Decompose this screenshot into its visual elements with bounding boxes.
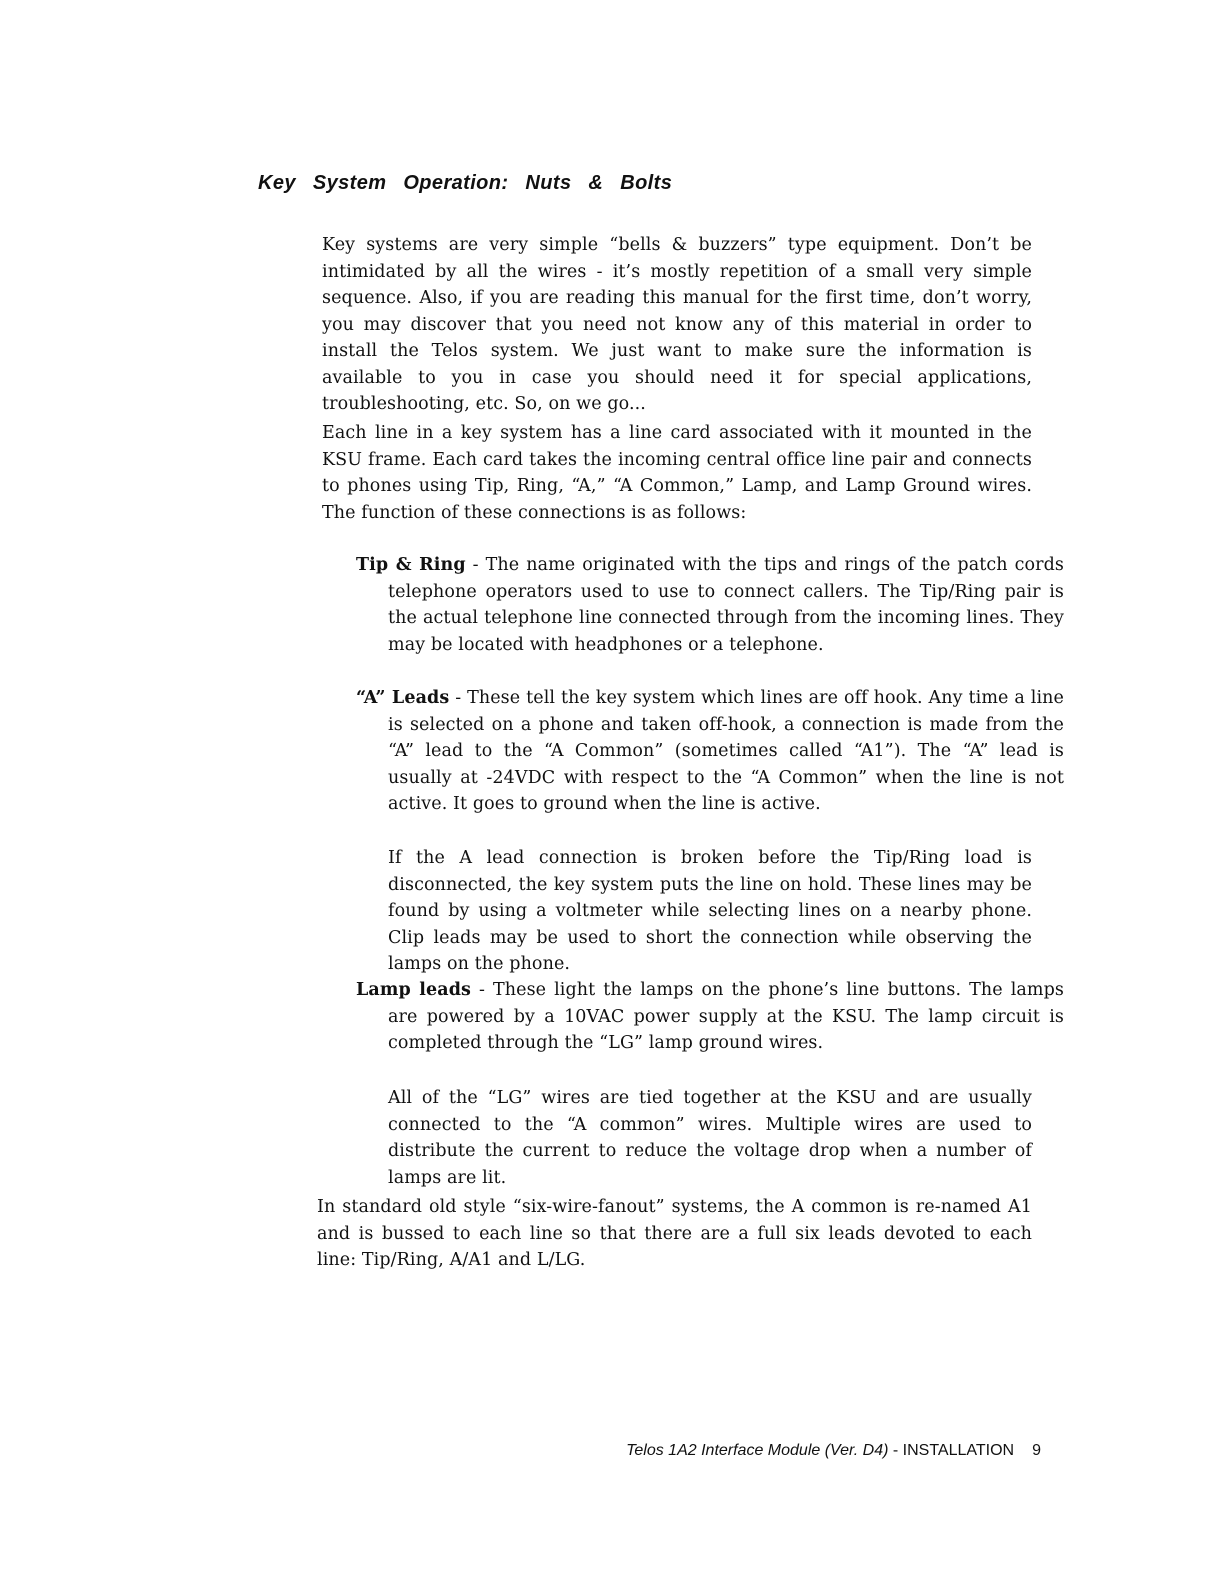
definition-term: Tip & Ring <box>356 555 466 575</box>
footer-section: - INSTALLATION <box>888 1442 1015 1459</box>
six-wire-paragraph: In standard old style “six-wire-fanout” systems, the A common is re-named A1 and is bussed to each line so that there are a full six leads devoted to each line: Tip/Ring, A/A1 and L/LG. <box>317 1197 1032 1270</box>
line-card-paragraph: Each line in a key system has a line card associated with it mounted in the KSU frame. Each card takes the incoming central office line pair and connects to phones using Tip, Ring, “A,” “A Common,” Lamp, and Lamp Ground wires. The function of these connections is as follows: <box>322 423 1032 523</box>
definition-tip-ring <box>356 552 1064 658</box>
lamp-leads-note: All of the “LG” wires are tied together at the KSU and are usually connected to the “A common” wires. Multiple wires are used to distribute the current to reduce the voltage drop when a number of lamps are lit. <box>388 1088 1032 1188</box>
a-leads-note: If the A lead connection is broken before the Tip/Ring load is disconnected, the key system puts the line on hold. These lines may be found by using a voltmeter while selecting lines on a nearby phone. Clip leads may be used to short the connection while observing the lamps on the phone. <box>388 848 1032 974</box>
section-heading: Key System Operation: Nuts & Bolts <box>258 172 673 194</box>
definition-lamp-leads <box>356 977 1064 1057</box>
definition-term: “A” Leads <box>356 688 450 708</box>
definition-term: Lamp leads <box>356 980 472 1000</box>
definition-text: - The name originated with the tips and rings of the patch cords telephone operators used to use to connect callers. The Tip/Ring pair is the actual telephone line connected through from the incoming lines. They may be located with headphones or a telephone. <box>388 555 1064 655</box>
page-number: 9 <box>1032 1442 1041 1459</box>
page-footer <box>626 1442 1041 1460</box>
definition-text: - These light the lamps on the phone’s line buttons. The lamps are powered by a 10VAC power supply at the KSU. The lamp circuit is completed through the “LG” lamp ground wires. <box>388 980 1064 1053</box>
definition-a-leads <box>356 685 1064 818</box>
definition-text: - These tell the key system which lines are off hook. Any time a line is selected on a phone and taken off-hook, a connection is made from the “A” lead to the “A Common” (sometimes called “A1”). The “A” lead is usually at -24VDC with respect to the “A Common” when the line is not active. It goes to ground when the line is active. <box>388 688 1064 814</box>
intro-paragraph: Key systems are very simple “bells & buzzers” type equipment. Don’t be intimidated by all the wires - it’s mostly repetition of a small very simple sequence. Also, if you are reading this manual for the first time, don’t worry, you may discover that you need not know any of this material in order to install the Telos system. We just want to make sure the information is available to you in case you should need it for special applications, troubleshooting, etc. So, on we go... <box>322 235 1032 414</box>
footer-title: Telos 1A2 Interface Module (Ver. D4) <box>626 1442 889 1459</box>
